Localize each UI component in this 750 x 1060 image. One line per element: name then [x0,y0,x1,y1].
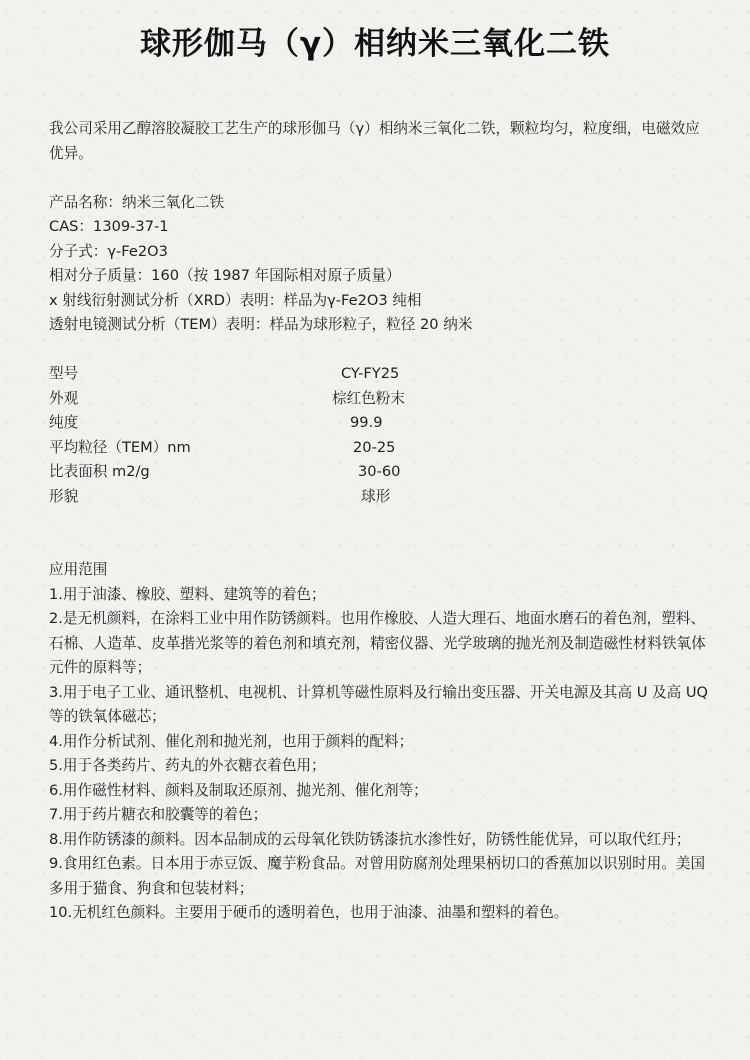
spec-row [49,411,709,436]
applications-section [49,558,709,926]
product-name-line: 产品名称：纳米三氧化二铁 [49,193,225,211]
document-body [49,117,709,926]
applications-heading: 应用范围 [49,561,108,578]
application-item: 3.用于电子工业、通讯整机、电视机、计算机等磁性原料及行输出变压器、开关电源及其高 U 及高 UQ 等的铁氧体磁芯； [49,683,709,725]
page-title: 球形伽马（γ）相纳米三氧化二铁 [139,26,611,62]
application-item: 5.用于各类药片、药丸的外衣糖衣着色用； [49,757,326,774]
spec-row [49,436,709,461]
spec-label: 比表面积 m2/g [49,463,150,480]
spec-value: 20-25 [353,438,396,456]
spec-row [49,362,709,387]
intro-paragraph: 我公司采用乙醇溶胶凝胶工艺生产的球形伽马（γ）相纳米三氧化二铁，颗粒均匀，粒度细，电磁效应优异。 [49,120,700,162]
spacer [49,166,709,191]
spacer [49,338,709,363]
spec-label: 形貌 [49,487,79,505]
formula-line: 分子式：γ-Fe2O3 [49,242,168,260]
spec-table [49,362,709,509]
xrd-line: x 射线衍射测试分析（XRD）表明：样品为γ-Fe2O3 纯相 [49,291,422,309]
application-item: 8.用作防锈漆的颜料。因本品制成的云母氧化铁防锈漆抗水渗性好，防锈性能优异，可以取代红丹； [49,830,691,848]
spec-row [49,387,709,412]
application-item: 6.用作磁性材料、颜料及制取还原剂、抛光剂、催化剂等； [49,781,428,799]
spec-value: 棕红色粉末 [332,389,405,407]
spec-value: 30-60 [358,463,401,480]
application-item: 7.用于药片糖衣和胶囊等的着色； [49,806,268,823]
spec-value: CY-FY25 [341,365,400,382]
application-item: 9.食用红色素。日本用于赤豆饭、魔芋粉食品。对曾用防腐剂处理果柄切口的香蕉加以识别时用。美国多用于猫食、狗食和包装材料； [49,855,706,897]
application-item: 1.用于油漆、橡胶、塑料、建筑等的着色； [49,585,326,603]
spec-value: 99.9 [350,414,383,431]
spec-label: 外观 [49,389,79,407]
application-item: 2.是无机颜料，在涂料工业中用作防锈颜料。也用作橡胶、人造大理石、地面水磨石的着色剂，塑料、石棉、人造革、皮革揩光浆等的着色剂和填充剂，精密仪器、光学玻璃的抛光剂及制造磁性材料铁氧体元件的原料等； [49,610,706,676]
spec-row [49,460,709,485]
application-item: 4.用作分析试剂、催化剂和抛光剂，也用于颜料的配料； [49,732,414,750]
spec-value: 球形 [361,487,391,505]
spec-label: 型号 [49,365,79,382]
product-info [49,191,709,338]
spec-label: 平均粒径（TEM）nm [49,438,191,456]
application-item: 10.无机红色颜料。主要用于硬币的透明着色，也用于油漆、油墨和塑料的着色。 [49,904,569,921]
spacer [49,509,709,558]
molecular-weight-line: 相对分子质量：160（按 1987 年国际相对原子质量） [49,267,401,284]
spec-label: 纯度 [49,414,79,431]
cas-line: CAS：1309-37-1 [49,218,169,235]
spec-row [49,485,709,510]
tem-line: 透射电镜测试分析（TEM）表明：样品为球形粒子，粒径 20 纳米 [49,316,473,333]
